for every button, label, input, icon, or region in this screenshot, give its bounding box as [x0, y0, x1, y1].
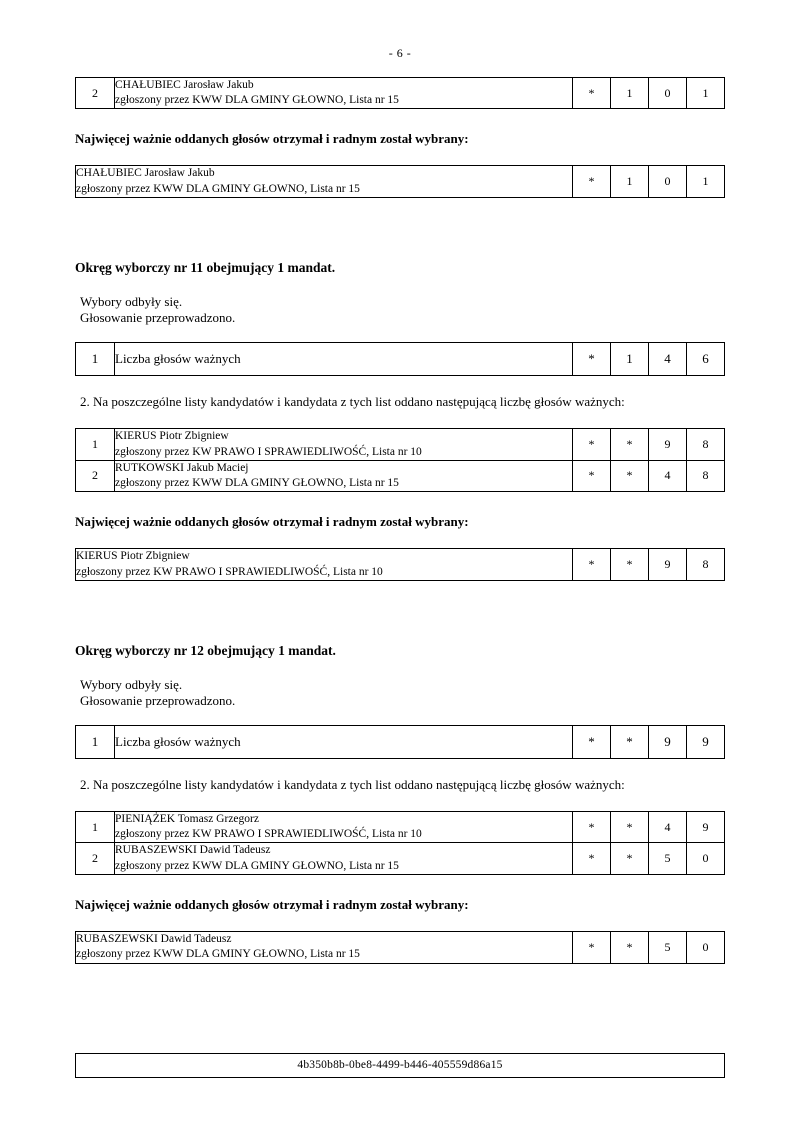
valid-votes-label: Liczba głosów ważnych — [115, 726, 573, 759]
table-row — [76, 460, 725, 491]
candidate-name: CHAŁUBIEC Jarosław Jakub — [115, 79, 254, 91]
row-index: 2 — [76, 78, 115, 109]
winner-committee: zgłoszony przez KWW DLA GMINY GŁOWNO, Lista nr 15 — [76, 948, 360, 961]
row-index: 2 — [76, 460, 115, 491]
candidate-table-district-11 — [75, 428, 725, 492]
candidate-cell — [115, 843, 573, 874]
winner-committee: zgłoszony przez KW PRAWO I SPRAWIEDLIWOŚĆ, Lista nr 10 — [76, 565, 383, 578]
lists-intro-text: 2. Na poszczególne listy kandydatów i kandydata z tych list oddano następującą liczbę głosów ważnych: — [80, 394, 625, 410]
table-row — [76, 843, 725, 874]
elections-held-text: Wybory odbyły się. — [80, 294, 183, 310]
valid-votes-label: Liczba głosów ważnych — [115, 343, 573, 376]
vote-digit: * — [573, 812, 611, 843]
vote-digit: 1 — [611, 166, 649, 198]
elected-table-top — [75, 165, 725, 198]
vote-digit: 8 — [687, 460, 725, 491]
vote-digit: 1 — [687, 78, 725, 109]
vote-digit: 4 — [649, 812, 687, 843]
vote-digit: 0 — [649, 166, 687, 198]
candidate-table-top — [75, 77, 725, 109]
lists-intro-text: 2. Na poszczególne listy kandydatów i kandydata z tych list oddano następującą liczbę głosów ważnych: — [80, 777, 625, 793]
vote-digit: 8 — [687, 429, 725, 460]
candidate-table-district-12 — [75, 811, 725, 875]
valid-votes-table — [75, 725, 725, 759]
voting-conducted-text: Głosowanie przeprowadzono. — [80, 693, 236, 709]
voting-conducted-text: Głosowanie przeprowadzono. — [80, 310, 236, 326]
table-row — [76, 726, 725, 759]
table-row — [76, 549, 725, 581]
vote-digit: 1 — [611, 343, 649, 376]
winner-cell — [76, 549, 573, 581]
vote-digit: 0 — [687, 843, 725, 874]
vote-digit: 8 — [687, 549, 725, 581]
row-index: 1 — [76, 343, 115, 376]
vote-digit: 9 — [687, 812, 725, 843]
candidate-cell — [115, 812, 573, 843]
candidate-cell — [115, 429, 573, 460]
row-index: 1 — [76, 726, 115, 759]
candidate-name: RUTKOWSKI Jakub Maciej — [115, 461, 249, 474]
vote-digit: 4 — [649, 460, 687, 491]
vote-digit: 6 — [687, 343, 725, 376]
candidate-committee: zgłoszony przez KWW DLA GMINY GŁOWNO, Lista nr 15 — [115, 94, 399, 107]
candidate-name: PIENIĄŻEK Tomasz Grzegorz — [115, 813, 259, 826]
winner-committee: zgłoszony przez KWW DLA GMINY GŁOWNO, Lista nr 15 — [76, 182, 360, 195]
candidate-cell — [115, 460, 573, 491]
candidate-committee: zgłoszony przez KWW DLA GMINY GŁOWNO, Lista nr 15 — [115, 859, 399, 872]
vote-digit: * — [611, 931, 649, 963]
document-footer-id: 4b350b8b-0be8-4499-b446-405559d86a15 — [75, 1053, 725, 1078]
vote-digit: * — [573, 843, 611, 874]
winner-name: KIERUS Piotr Zbigniew — [76, 550, 190, 563]
elected-heading: Najwięcej ważnie oddanych głosów otrzymał i radnym został wybrany: — [75, 514, 469, 530]
candidate-name: RUBASZEWSKI Dawid Tadeusz — [115, 844, 271, 857]
district-title: Okręg wyborczy nr 12 obejmujący 1 mandat. — [75, 643, 336, 659]
vote-digit: * — [573, 460, 611, 491]
valid-votes-table — [75, 342, 725, 376]
winner-name: RUBASZEWSKI Dawid Tadeusz — [76, 932, 232, 945]
vote-digit: 9 — [649, 726, 687, 759]
vote-digit: * — [573, 343, 611, 376]
candidate-committee: zgłoszony przez KWW DLA GMINY GŁOWNO, Lista nr 15 — [115, 476, 399, 489]
vote-digit: 9 — [687, 726, 725, 759]
vote-digit: 9 — [649, 549, 687, 581]
vote-digit: * — [573, 549, 611, 581]
row-index: 1 — [76, 812, 115, 843]
candidate-cell — [115, 78, 573, 109]
candidate-committee: zgłoszony przez KW PRAWO I SPRAWIEDLIWOŚĆ, Lista nr 10 — [115, 828, 422, 841]
vote-digit: * — [611, 429, 649, 460]
vote-digit: 9 — [649, 429, 687, 460]
vote-digit: * — [573, 931, 611, 963]
table-row — [76, 78, 725, 109]
vote-digit: * — [611, 726, 649, 759]
vote-digit: * — [573, 429, 611, 460]
vote-digit: 1 — [611, 78, 649, 109]
vote-digit: * — [573, 78, 611, 109]
vote-digit: 0 — [649, 78, 687, 109]
elected-table-district-12 — [75, 931, 725, 964]
winner-cell — [76, 931, 573, 963]
vote-digit: * — [573, 726, 611, 759]
table-row — [76, 429, 725, 460]
district-title: Okręg wyborczy nr 11 obejmujący 1 mandat. — [75, 260, 336, 276]
vote-digit: 5 — [649, 843, 687, 874]
elected-heading: Najwięcej ważnie oddanych głosów otrzymał i radnym został wybrany: — [75, 131, 469, 147]
table-row — [76, 931, 725, 963]
winner-cell — [76, 166, 573, 198]
elected-table-district-11 — [75, 548, 725, 581]
candidate-committee: zgłoszony przez KW PRAWO I SPRAWIEDLIWOŚĆ, Lista nr 10 — [115, 445, 422, 458]
vote-digit: 4 — [649, 343, 687, 376]
row-index: 1 — [76, 429, 115, 460]
table-row — [76, 812, 725, 843]
vote-digit: 1 — [687, 166, 725, 198]
winner-name: CHAŁUBIEC Jarosław Jakub — [76, 167, 215, 180]
elected-heading: Najwięcej ważnie oddanych głosów otrzymał i radnym został wybrany: — [75, 896, 469, 912]
row-index: 2 — [76, 843, 115, 874]
vote-digit: * — [573, 166, 611, 198]
vote-digit: 0 — [687, 931, 725, 963]
vote-digit: * — [611, 549, 649, 581]
vote-digit: 5 — [649, 931, 687, 963]
candidate-name: KIERUS Piotr Zbigniew — [115, 430, 229, 443]
vote-digit: * — [611, 843, 649, 874]
page-number: - 6 - — [388, 46, 412, 60]
vote-digit: * — [611, 812, 649, 843]
vote-digit: * — [611, 460, 649, 491]
table-row — [76, 343, 725, 376]
table-row — [76, 166, 725, 198]
elections-held-text: Wybory odbyły się. — [80, 677, 183, 693]
